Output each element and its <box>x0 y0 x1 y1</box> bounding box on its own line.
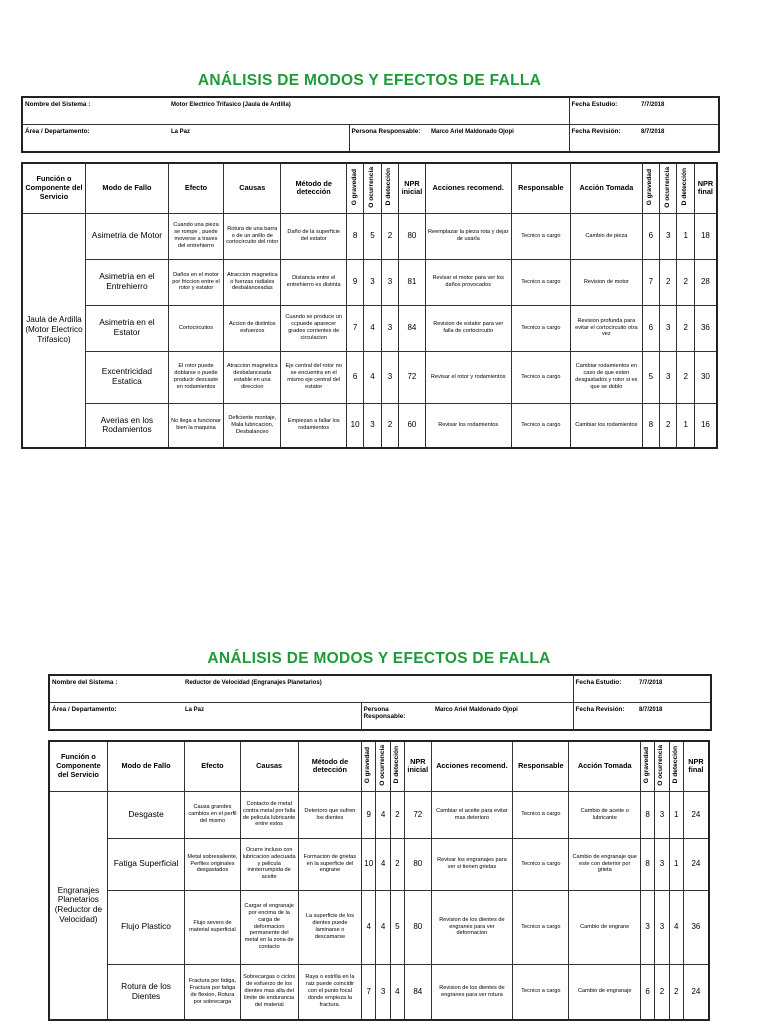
d-cell: 2 <box>381 403 398 448</box>
o-final-cell: 3 <box>655 890 669 964</box>
sistema-label: Nombre del Sistema : <box>22 97 169 125</box>
fecha-estudio-label: Fecha Estudio: <box>573 675 637 703</box>
d-cell: 3 <box>381 259 398 305</box>
table-row <box>49 838 709 890</box>
d-cell: 2 <box>390 791 404 838</box>
header-npr-final: NPR final <box>694 163 717 213</box>
area-label: Área / Departamento: <box>49 703 183 731</box>
table-row <box>22 403 717 448</box>
metodo-cell: Formacion de grietas en la superficie del engrane <box>298 838 361 890</box>
responsable-cell: Tecnico a cargo <box>511 213 570 259</box>
header-modo: Modo de Fallo <box>85 163 168 213</box>
sistema-value: Reductor de Velocidad (Engranajes Planetarios) <box>185 680 322 686</box>
accion-tomada-cell: Cambio de engranaje <box>569 964 641 1020</box>
o-cell: 4 <box>376 890 390 964</box>
npr-final-cell: 24 <box>683 791 709 838</box>
fecha-revision-value: 8/7/2018 <box>641 129 665 135</box>
accion-tomada-cell: Cambio de aceite o lubricante <box>569 791 641 838</box>
g-final-cell: 3 <box>640 890 654 964</box>
d-final-cell: 4 <box>669 890 683 964</box>
header-npr-final: NPR final <box>683 741 709 791</box>
o-final-cell: 3 <box>655 838 669 890</box>
o-final-cell: 3 <box>660 351 677 403</box>
modo-cell: Rotura de los Dientes <box>107 964 185 1020</box>
d-final-cell: 2 <box>677 259 694 305</box>
metodo-cell: La superficie de los dientes puede laminarse o descamarse <box>298 890 361 964</box>
sistema-label: Nombre del Sistema : <box>49 675 183 703</box>
o-final-cell: 2 <box>655 964 669 1020</box>
table-row <box>22 351 717 403</box>
header-d: D detección <box>392 746 400 784</box>
acciones-cell: Revisar el motor para ver los daños provocados <box>425 259 511 305</box>
header-efecto: Efecto <box>168 163 223 213</box>
acciones-cell: Reemplazar la pieza rota y dejar de usarla <box>425 213 511 259</box>
causas-cell: Contacto de metal contra metal por falla de pelicula lubricante entre estos <box>240 791 298 838</box>
persona-value: Marco Ariel Maldonado Ojopi <box>435 707 518 713</box>
header-o: O ocurrencia <box>368 166 376 208</box>
npr-inicial-cell: 84 <box>399 305 426 351</box>
fecha-estudio-value: 7/7/2018 <box>641 102 665 108</box>
area-value: La Paz <box>185 707 205 713</box>
o-cell: 4 <box>364 305 381 351</box>
table-row <box>22 259 717 305</box>
d-cell: 2 <box>381 213 398 259</box>
g-cell: 6 <box>346 351 363 403</box>
header-d: D detección <box>385 168 393 206</box>
g-cell: 10 <box>362 838 376 890</box>
header-funcion: Función o Componente del Servicio <box>22 163 85 213</box>
efecto-cell: Daños en el motor por friccion entre el rotor y estator <box>168 259 223 305</box>
accion-tomada-cell: Cambio de pieza <box>571 213 643 259</box>
modo-cell: Asimetria en el Entrehierro <box>85 259 168 305</box>
g-cell: 10 <box>346 403 363 448</box>
acciones-cell: Revision de los dientes de engranes para ver deformacion <box>431 890 513 964</box>
g-final-cell: 8 <box>642 403 659 448</box>
modo-cell: Desgaste <box>107 791 185 838</box>
header-g-final: G gravedad <box>646 168 654 206</box>
sheet-title: ANÁLISIS DE MODOS Y EFECTOS DE FALLA <box>207 650 551 667</box>
acciones-cell: Revision de estator para ver falla de cortocircuito <box>425 305 511 351</box>
o-cell: 3 <box>376 964 390 1020</box>
npr-final-cell: 28 <box>694 259 717 305</box>
d-cell: 3 <box>381 351 398 403</box>
d-final-cell: 1 <box>677 403 694 448</box>
modo-cell: Flujo Plastico <box>107 890 185 964</box>
table-row <box>22 305 717 351</box>
g-final-cell: 6 <box>640 964 654 1020</box>
acciones-cell: Revisar los engranajes para ver si tienen grietas <box>431 838 513 890</box>
npr-inicial-cell: 80 <box>404 838 431 890</box>
g-cell: 9 <box>362 791 376 838</box>
g-final-cell: 8 <box>640 791 654 838</box>
fecha-revision-label: Fecha Revisión: <box>569 125 639 153</box>
fecha-revision-value: 8/7/2018 <box>639 707 663 713</box>
g-final-cell: 6 <box>642 305 659 351</box>
o-cell: 4 <box>364 351 381 403</box>
npr-final-cell: 30 <box>694 351 717 403</box>
npr-inicial-cell: 72 <box>404 791 431 838</box>
npr-inicial-cell: 80 <box>399 213 426 259</box>
accion-tomada-cell: Revision de motor <box>571 259 643 305</box>
fmea-table <box>48 740 710 1021</box>
fmea-sheet-reductor <box>48 648 710 1021</box>
metodo-cell: Daño de la superficie del estator <box>281 213 347 259</box>
g-cell: 4 <box>362 890 376 964</box>
metodo-cell: Raya o estrilla en la raiz puede coincidir con el punto focal donde empieza la fractura. <box>298 964 361 1020</box>
modo-cell: Asimetria en el Estator <box>85 305 168 351</box>
npr-inicial-cell: 72 <box>399 351 426 403</box>
causas-cell: Rotura de una barra o de un anillo de cortocircuito del rotor <box>224 213 281 259</box>
npr-inicial-cell: 80 <box>404 890 431 964</box>
g-final-cell: 7 <box>642 259 659 305</box>
metodo-cell: Distancia entre el entrehierro es distinta <box>281 259 347 305</box>
funcion-cell: Jaula de Ardilla (Motor Electrico Trifasico) <box>22 213 85 448</box>
fmea-table <box>21 162 718 449</box>
accion-tomada-cell: Cambiar rodamientos en caso de que esten desgastados y rotor si es que se doblo <box>571 351 643 403</box>
responsable-cell: Tecnico a cargo <box>513 791 569 838</box>
header-funcion: Función o Componente del Servicio <box>49 741 107 791</box>
d-final-cell: 2 <box>677 305 694 351</box>
npr-final-cell: 36 <box>683 890 709 964</box>
persona-label: Persona Responsable: <box>361 703 433 731</box>
header-causas: Causas <box>240 741 298 791</box>
header-causas: Causas <box>224 163 281 213</box>
accion-tomada-cell: Revision profunda para evitar el cortocircuito otra vez <box>571 305 643 351</box>
persona-value: Marco Ariel Maldonado Ojopi <box>431 129 514 135</box>
d-cell: 3 <box>381 305 398 351</box>
causas-cell: Sobrecargas o ciclos de esfuerzo de los dientes mas alla del limite de endurancia del material <box>240 964 298 1020</box>
g-cell: 7 <box>346 305 363 351</box>
accion-tomada-cell: Cambio de engrane <box>569 890 641 964</box>
header-metodo: Método de detección <box>298 741 361 791</box>
o-final-cell: 3 <box>660 213 677 259</box>
npr-final-cell: 36 <box>694 305 717 351</box>
o-cell: 4 <box>376 838 390 890</box>
efecto-cell: Cortocircuitos <box>168 305 223 351</box>
o-final-cell: 2 <box>660 259 677 305</box>
efecto-cell: Fractura por fatiga, Fractura por fatiga de flexion, Rotura por sobrecarga <box>185 964 240 1020</box>
npr-inicial-cell: 81 <box>399 259 426 305</box>
info-table <box>48 674 712 731</box>
table-row <box>49 791 709 838</box>
modo-cell: Excentricidad Estatica <box>85 351 168 403</box>
efecto-cell: El rotor puede doblarse o puede producir descaste en rodamientos <box>168 351 223 403</box>
efecto-cell: Metal sobresaliente, Perfiles originales desgastados <box>185 838 240 890</box>
g-final-cell: 6 <box>642 213 659 259</box>
acciones-cell: Cambiar el aceite para evitar mas deterioro <box>431 791 513 838</box>
acciones-cell: Revisar el rotor y rodamientos <box>425 351 511 403</box>
g-cell: 7 <box>362 964 376 1020</box>
sheet-title: ANÁLISIS DE MODOS Y EFECTOS DE FALLA <box>197 72 542 89</box>
causas-cell: Deficiente montaje, Mala lubricacion, Desbalanceo <box>224 403 281 448</box>
persona-label: Persona Responsable: <box>349 125 429 153</box>
metodo-cell: Cuando se produce un ccpuede aparecer grades corrientes de circulacion <box>281 305 347 351</box>
table-row <box>49 890 709 964</box>
header-npr-inicial: NPR inicial <box>399 163 426 213</box>
header-metodo: Método de detección <box>281 163 347 213</box>
d-final-cell: 2 <box>669 964 683 1020</box>
d-final-cell: 1 <box>669 838 683 890</box>
fecha-estudio-value: 7/7/2018 <box>639 680 663 686</box>
o-final-cell: 2 <box>660 403 677 448</box>
npr-final-cell: 18 <box>694 213 717 259</box>
responsable-cell: Tecnico a cargo <box>513 890 569 964</box>
g-cell: 8 <box>346 213 363 259</box>
header-o-final: O ocurrencia <box>657 744 665 786</box>
efecto-cell: Cuando una pieza se rompe , puede moverse a traves del entrehierro <box>168 213 223 259</box>
header-accion-tomada: Acción Tomada <box>571 163 643 213</box>
responsable-cell: Tecnico a cargo <box>513 964 569 1020</box>
header-efecto: Efecto <box>185 741 240 791</box>
causas-cell: Atraccion magnetica o fuerzas radiales desbalanceadas <box>224 259 281 305</box>
header-d-final: D detección <box>681 168 689 206</box>
causas-cell: Accion de distintos esfuerzos <box>224 305 281 351</box>
o-cell: 3 <box>364 403 381 448</box>
header-npr-inicial: NPR inicial <box>404 741 431 791</box>
metodo-cell: Eje central del rotor no se encuentra en el mismo eje central del estator <box>281 351 347 403</box>
o-final-cell: 3 <box>660 305 677 351</box>
o-final-cell: 3 <box>655 791 669 838</box>
g-final-cell: 5 <box>642 351 659 403</box>
header-o-final: O ocurrencia <box>663 166 671 208</box>
header-modo: Modo de Fallo <box>107 741 185 791</box>
header-g: G gravedad <box>350 168 358 206</box>
d-final-cell: 1 <box>669 791 683 838</box>
npr-final-cell: 24 <box>683 838 709 890</box>
npr-final-cell: 16 <box>694 403 717 448</box>
acciones-cell: Revisar los rodamientos <box>425 403 511 448</box>
accion-tomada-cell: Cambio de engranaje que este con deterior por grieta <box>569 838 641 890</box>
modo-cell: Asimetria de Motor <box>85 213 168 259</box>
d-cell: 2 <box>390 838 404 890</box>
d-final-cell: 2 <box>677 351 694 403</box>
info-table <box>21 96 720 153</box>
metodo-cell: Empiezan a fallar los rodamientos <box>281 403 347 448</box>
o-cell: 5 <box>364 213 381 259</box>
header-acciones: Acciones recomend. <box>425 163 511 213</box>
responsable-cell: Tecnico a cargo <box>513 838 569 890</box>
funcion-cell: Engranajes Planetarios (Reductor de Velocidad) <box>49 791 107 1020</box>
modo-cell: Fatiga Superficial <box>107 838 185 890</box>
table-row <box>49 964 709 1020</box>
header-o: O ocurrencia <box>378 744 386 786</box>
area-label: Área / Departamento: <box>22 125 169 153</box>
accion-tomada-cell: Cambiar los rodamientos <box>571 403 643 448</box>
fmea-sheet-motor <box>21 70 718 449</box>
causas-cell: Ocurre incluso con lubricacion adecuada y pelicula ininterrumpida de aceite <box>240 838 298 890</box>
fecha-revision-label: Fecha Revisión: <box>573 703 637 731</box>
fecha-estudio-label: Fecha Estudio: <box>569 97 639 125</box>
metodo-cell: Deterioro que sufren los dientes <box>298 791 361 838</box>
d-final-cell: 1 <box>677 213 694 259</box>
efecto-cell: Flujo severo de material superficial <box>185 890 240 964</box>
header-d-final: D detección <box>671 746 679 784</box>
header-g: G gravedad <box>364 746 372 784</box>
efecto-cell: No llega a funcionar bien la maquina <box>168 403 223 448</box>
sistema-value: Motor Electrico Trifasico (Jaula de Ardilla) <box>171 102 291 108</box>
o-cell: 3 <box>364 259 381 305</box>
npr-inicial-cell: 60 <box>399 403 426 448</box>
header-g-final: G gravedad <box>643 746 651 784</box>
efecto-cell: Causa grandes cambios en el perfil del mismo <box>185 791 240 838</box>
header-responsable: Responsable <box>513 741 569 791</box>
g-cell: 9 <box>346 259 363 305</box>
modo-cell: Averias en los Rodamientos <box>85 403 168 448</box>
acciones-cell: Revision de los dientes de engranes para ver rotura <box>431 964 513 1020</box>
o-cell: 4 <box>376 791 390 838</box>
area-value: La Paz <box>171 129 191 135</box>
header-responsable: Responsable <box>511 163 570 213</box>
npr-final-cell: 24 <box>683 964 709 1020</box>
d-cell: 4 <box>390 964 404 1020</box>
d-cell: 5 <box>390 890 404 964</box>
responsable-cell: Tecnico a cargo <box>511 305 570 351</box>
g-final-cell: 8 <box>640 838 654 890</box>
responsable-cell: Tecnico a cargo <box>511 259 570 305</box>
header-acciones: Acciones recomend. <box>431 741 513 791</box>
table-row <box>22 213 717 259</box>
header-accion-tomada: Acción Tomada <box>569 741 641 791</box>
responsable-cell: Tecnico a cargo <box>511 403 570 448</box>
npr-inicial-cell: 84 <box>404 964 431 1020</box>
causas-cell: Atraccion magnetica desbalanceada estable en una direccion <box>224 351 281 403</box>
responsable-cell: Tecnico a cargo <box>511 351 570 403</box>
causas-cell: Cargar el engranaje por encima de la carga de deformacion permanente del metal en la zona de contacto <box>240 890 298 964</box>
